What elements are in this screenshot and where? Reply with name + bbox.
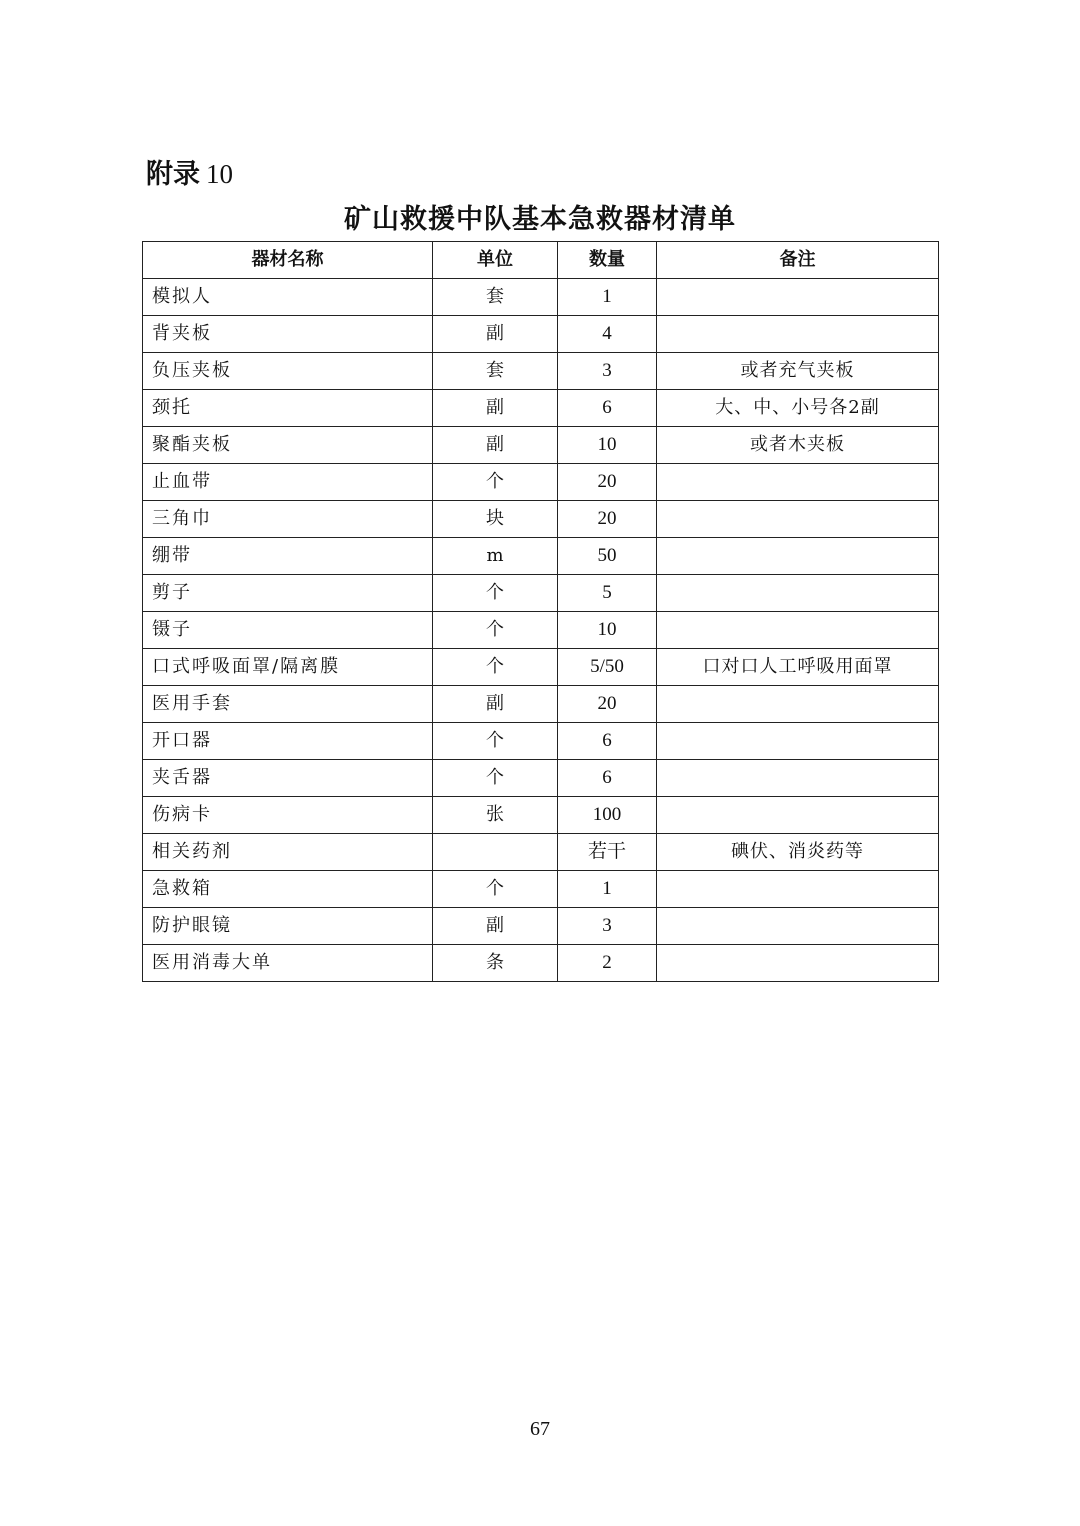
table-body [143, 279, 939, 982]
header-row [143, 242, 939, 279]
appendix-label: 附录 [146, 159, 200, 190]
header-note: 备注 [657, 242, 939, 279]
header-name: 器材名称 [143, 242, 433, 279]
cell-name: 医用消毒大单 [143, 945, 433, 982]
cell-qty: 50 [558, 538, 657, 575]
table-row [143, 353, 939, 390]
header-qty: 数量 [558, 242, 657, 279]
cell-note: 碘伏、消炎药等 [657, 834, 939, 871]
cell-name: 绷带 [143, 538, 433, 575]
cell-unit: 个 [433, 464, 558, 501]
cell-unit: 副 [433, 908, 558, 945]
header-unit: 单位 [433, 242, 558, 279]
cell-unit: 副 [433, 427, 558, 464]
cell-qty: 100 [558, 797, 657, 834]
table-row [143, 390, 939, 427]
table-row [143, 316, 939, 353]
cell-note [657, 575, 939, 612]
table-row [143, 723, 939, 760]
cell-note [657, 464, 939, 501]
cell-qty: 20 [558, 686, 657, 723]
appendix-heading [146, 154, 233, 195]
cell-name: 聚酯夹板 [143, 427, 433, 464]
cell-unit: 个 [433, 871, 558, 908]
document-title: 矿山救援中队基本急救器材清单 [344, 204, 736, 235]
cell-name: 三角巾 [143, 501, 433, 538]
cell-name: 医用手套 [143, 686, 433, 723]
cell-note [657, 908, 939, 945]
cell-qty: 6 [558, 390, 657, 427]
cell-qty: 10 [558, 427, 657, 464]
cell-qty: 4 [558, 316, 657, 353]
cell-qty: 6 [558, 760, 657, 797]
cell-qty: 2 [558, 945, 657, 982]
cell-unit: 条 [433, 945, 558, 982]
table-row [143, 945, 939, 982]
cell-unit [433, 834, 558, 871]
table-row [143, 279, 939, 316]
cell-name: 颈托 [143, 390, 433, 427]
table-header [143, 242, 939, 279]
cell-note: 口对口人工呼吸用面罩 [657, 649, 939, 686]
cell-unit: 套 [433, 279, 558, 316]
cell-name: 口式呼吸面罩/隔离膜 [143, 649, 433, 686]
table-row [143, 686, 939, 723]
cell-unit: 个 [433, 575, 558, 612]
cell-note [657, 871, 939, 908]
cell-note [657, 723, 939, 760]
table-row [143, 501, 939, 538]
cell-note [657, 538, 939, 575]
cell-unit: 副 [433, 686, 558, 723]
table-row [143, 575, 939, 612]
cell-qty: 1 [558, 871, 657, 908]
cell-note [657, 760, 939, 797]
cell-name: 急救箱 [143, 871, 433, 908]
cell-note [657, 797, 939, 834]
table-row [143, 871, 939, 908]
cell-qty: 1 [558, 279, 657, 316]
cell-name: 模拟人 [143, 279, 433, 316]
cell-note [657, 612, 939, 649]
cell-unit: 个 [433, 760, 558, 797]
cell-qty: 6 [558, 723, 657, 760]
cell-qty: 20 [558, 464, 657, 501]
cell-note [657, 945, 939, 982]
table-row [143, 797, 939, 834]
cell-unit: m [433, 538, 558, 575]
table-row [143, 834, 939, 871]
cell-name: 开口器 [143, 723, 433, 760]
cell-name: 防护眼镜 [143, 908, 433, 945]
cell-note [657, 316, 939, 353]
cell-note: 或者木夹板 [657, 427, 939, 464]
cell-name: 剪子 [143, 575, 433, 612]
cell-unit: 副 [433, 390, 558, 427]
cell-unit: 块 [433, 501, 558, 538]
cell-unit: 副 [433, 316, 558, 353]
table-row [143, 760, 939, 797]
cell-name: 背夹板 [143, 316, 433, 353]
table-row [143, 464, 939, 501]
equipment-table [142, 241, 939, 982]
cell-unit: 张 [433, 797, 558, 834]
cell-unit: 个 [433, 649, 558, 686]
cell-name: 伤病卡 [143, 797, 433, 834]
cell-name: 夹舌器 [143, 760, 433, 797]
appendix-number: 10 [206, 159, 233, 189]
cell-unit: 个 [433, 612, 558, 649]
cell-qty: 5 [558, 575, 657, 612]
table-row [143, 649, 939, 686]
cell-unit: 套 [433, 353, 558, 390]
cell-qty: 20 [558, 501, 657, 538]
table-row [143, 427, 939, 464]
cell-unit: 个 [433, 723, 558, 760]
cell-name: 镊子 [143, 612, 433, 649]
page-number: 67 [530, 1418, 550, 1440]
cell-note: 或者充气夹板 [657, 353, 939, 390]
cell-note: 大、中、小号各2副 [657, 390, 939, 427]
cell-qty: 5/50 [558, 649, 657, 686]
cell-qty: 3 [558, 908, 657, 945]
cell-note [657, 501, 939, 538]
cell-qty: 3 [558, 353, 657, 390]
cell-qty: 10 [558, 612, 657, 649]
cell-name: 止血带 [143, 464, 433, 501]
table-row [143, 908, 939, 945]
table-row [143, 612, 939, 649]
cell-note [657, 686, 939, 723]
table-row [143, 538, 939, 575]
cell-qty: 若干 [558, 834, 657, 871]
cell-name: 相关药剂 [143, 834, 433, 871]
cell-name: 负压夹板 [143, 353, 433, 390]
cell-note [657, 279, 939, 316]
